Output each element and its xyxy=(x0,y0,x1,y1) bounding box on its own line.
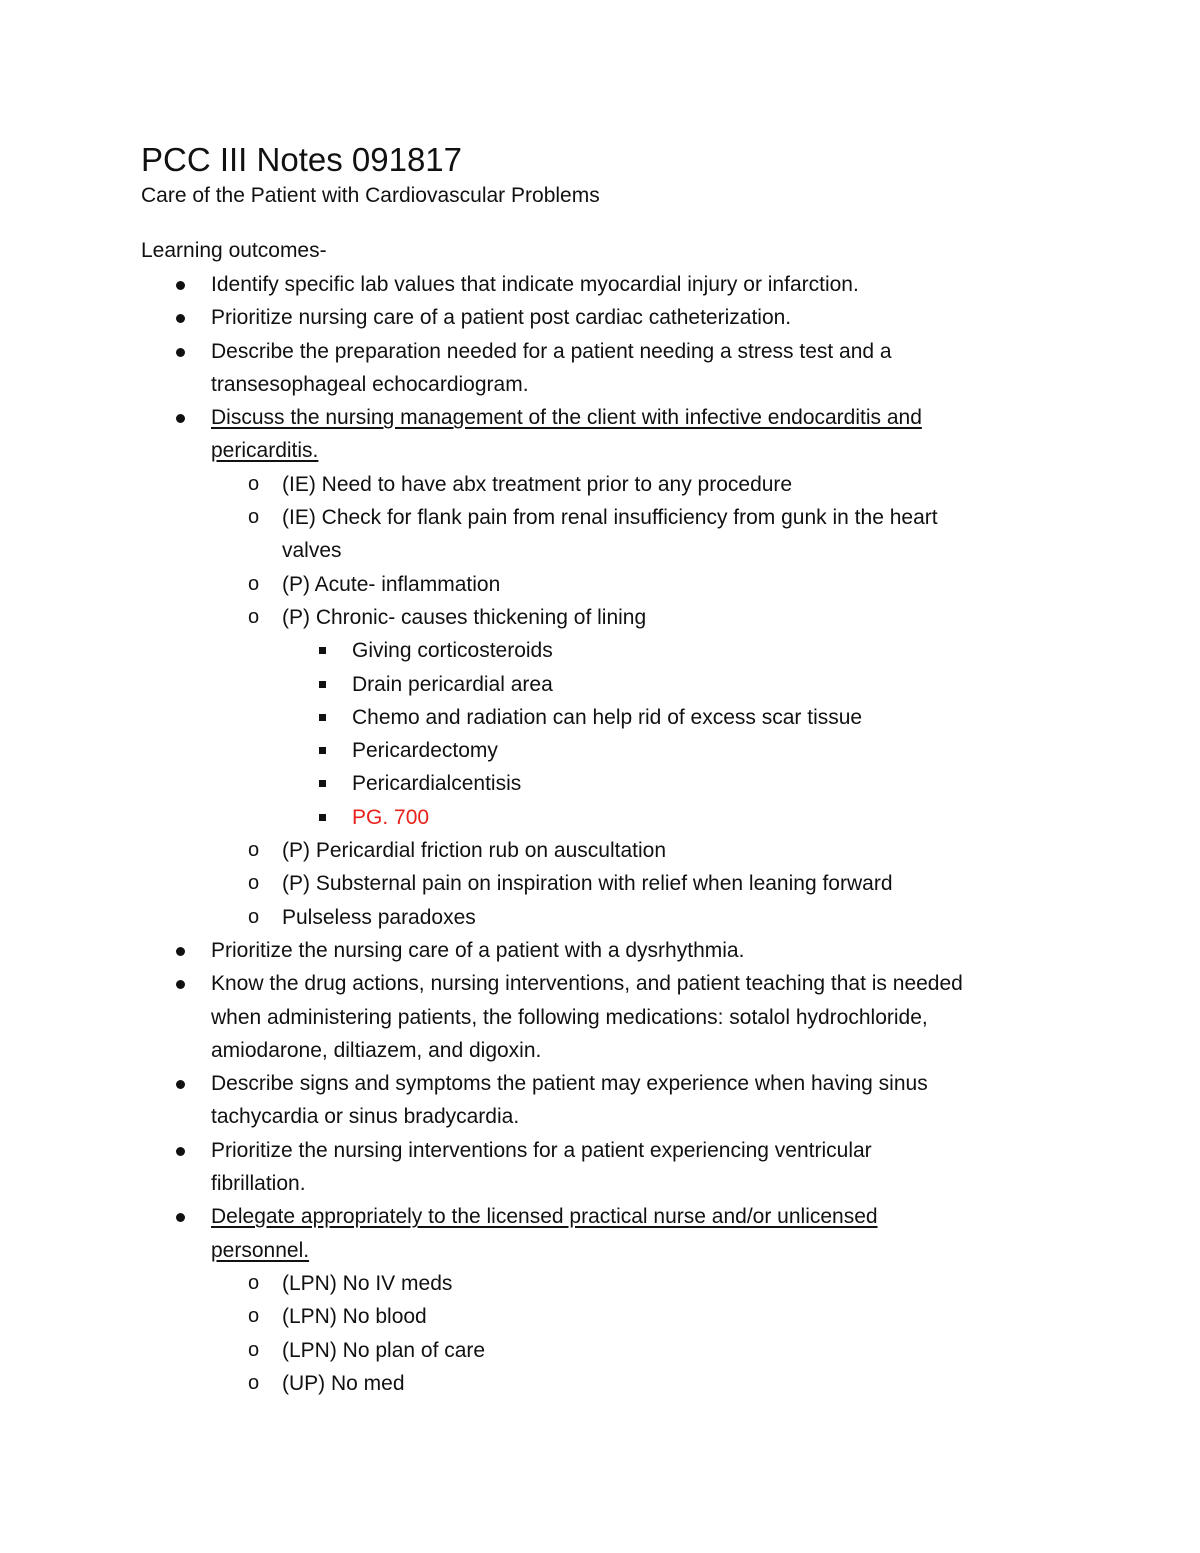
bullet-circle-icon: o xyxy=(248,839,260,862)
outline-list xyxy=(0,268,1200,1400)
bullet-circle-icon: o xyxy=(248,1338,260,1361)
list-item xyxy=(0,1001,1200,1034)
bullet-dot-icon xyxy=(176,414,185,423)
list-item-text: personnel. xyxy=(211,1238,310,1262)
list-item-text: (P) Substernal pain on inspiration with relief when leaning forward xyxy=(282,872,893,896)
list-item xyxy=(0,668,1200,701)
list-item xyxy=(0,301,1200,334)
list-item xyxy=(0,834,1200,867)
list-item-text: (UP) No med xyxy=(282,1371,405,1395)
list-item xyxy=(0,701,1200,734)
bullet-dot-icon xyxy=(176,348,185,357)
bullet-circle-icon: o xyxy=(248,1371,260,1394)
section-label: Learning outcomes- xyxy=(141,239,327,262)
list-item-text: fibrillation. xyxy=(211,1172,306,1196)
list-item-text: Describe signs and symptoms the patient may experience when having sinus xyxy=(211,1072,928,1096)
list-item xyxy=(0,401,1200,434)
bullet-dot-icon xyxy=(176,1080,185,1089)
list-item-text: Know the drug actions, nursing interventions, and patient teaching that is needed xyxy=(211,972,963,996)
list-item xyxy=(0,1100,1200,1133)
list-item xyxy=(0,501,1200,534)
list-item-text: (P) Acute- inflammation xyxy=(282,572,501,596)
bullet-circle-icon: o xyxy=(248,506,260,529)
bullet-dot-icon xyxy=(176,281,185,290)
bullet-dot-icon xyxy=(176,947,185,956)
list-item xyxy=(0,767,1200,800)
bullet-dot-icon xyxy=(176,980,185,989)
list-item-text: (LPN) No IV meds xyxy=(282,1271,453,1295)
list-item-text: Pulseless paradoxes xyxy=(282,905,476,929)
list-item xyxy=(0,634,1200,667)
list-item-text: Delegate appropriately to the licensed practical nurse and/or unlicensed xyxy=(211,1205,878,1229)
list-item-text: (IE) Need to have abx treatment prior to any procedure xyxy=(282,472,793,496)
bullet-circle-icon: o xyxy=(248,605,260,628)
list-item-text: Pericardectomy xyxy=(352,739,498,763)
bullet-dot-icon xyxy=(176,1147,185,1156)
list-item-text: transesophageal echocardiogram. xyxy=(211,372,529,396)
bullet-square-icon xyxy=(319,714,326,721)
list-item xyxy=(0,568,1200,601)
list-item-text: (P) Chronic- causes thickening of lining xyxy=(282,605,647,629)
list-item xyxy=(0,1134,1200,1167)
list-item-text: Prioritize nursing care of a patient post cardiac catheterization. xyxy=(211,306,792,330)
bullet-square-icon xyxy=(319,780,326,787)
list-item-text: (LPN) No plan of care xyxy=(282,1338,486,1362)
list-item-text: amiodarone, diltiazem, and digoxin. xyxy=(211,1038,542,1062)
list-item xyxy=(0,934,1200,967)
list-item xyxy=(0,368,1200,401)
list-item-text: when administering patients, the following medications: sotalol hydrochloride, xyxy=(211,1005,928,1029)
bullet-dot-icon xyxy=(176,314,185,323)
list-item xyxy=(0,1034,1200,1067)
list-item-text: Giving corticosteroids xyxy=(352,639,553,663)
bullet-circle-icon: o xyxy=(248,1305,260,1328)
list-item-text: Discuss the nursing management of the client with infective endocarditis and xyxy=(211,406,922,430)
list-item-text: (LPN) No blood xyxy=(282,1305,427,1329)
list-item xyxy=(0,867,1200,900)
list-item-text: Identify specific lab values that indicate myocardial injury or infarction. xyxy=(211,273,859,296)
bullet-square-icon xyxy=(319,747,326,754)
bullet-circle-icon: o xyxy=(248,905,260,928)
list-item xyxy=(0,1167,1200,1200)
list-item xyxy=(0,967,1200,1000)
list-item xyxy=(0,534,1200,567)
list-item-text: Describe the preparation needed for a patient needing a stress test and a xyxy=(211,339,892,363)
list-item-text: (IE) Check for flank pain from renal insufficiency from gunk in the heart xyxy=(282,506,938,530)
bullet-circle-icon: o xyxy=(248,472,260,495)
list-item xyxy=(0,734,1200,767)
list-item-text: pericarditis. xyxy=(211,439,319,463)
list-item xyxy=(0,1200,1200,1233)
list-item-text: valves xyxy=(282,539,342,563)
list-item xyxy=(0,335,1200,368)
list-item-text: Pericardialcentisis xyxy=(352,772,522,796)
list-item xyxy=(0,468,1200,501)
bullet-square-icon xyxy=(319,681,326,688)
list-item xyxy=(0,1267,1200,1300)
list-item xyxy=(0,601,1200,634)
list-item-text: Prioritize the nursing care of a patient with a dysrhythmia. xyxy=(211,938,745,962)
list-item xyxy=(0,1234,1200,1267)
list-item-text: Chemo and radiation can help rid of excess scar tissue xyxy=(352,705,863,729)
list-item-text: (P) Pericardial friction rub on auscultation xyxy=(282,839,667,863)
bullet-circle-icon: o xyxy=(248,872,260,895)
list-item xyxy=(0,434,1200,467)
list-item xyxy=(0,801,1200,834)
bullet-circle-icon: o xyxy=(248,572,260,595)
page-subtitle: Care of the Patient with Cardiovascular Problems xyxy=(141,184,600,207)
list-item-text: PG. 700 xyxy=(352,805,430,829)
list-item-text: tachycardia or sinus bradycardia. xyxy=(211,1105,520,1129)
bullet-dot-icon xyxy=(176,1213,185,1222)
list-item xyxy=(0,901,1200,934)
bullet-circle-icon: o xyxy=(248,1271,260,1294)
list-item xyxy=(0,1367,1200,1400)
list-item xyxy=(0,1334,1200,1367)
list-item-text: Drain pericardial area xyxy=(352,672,553,696)
bullet-square-icon xyxy=(319,647,326,654)
bullet-square-icon xyxy=(319,814,326,821)
list-item xyxy=(0,1067,1200,1100)
page-title: PCC III Notes 091817 xyxy=(141,141,463,178)
list-item xyxy=(0,1300,1200,1333)
list-item-text: Prioritize the nursing interventions for a patient experiencing ventricular xyxy=(211,1138,872,1162)
list-item xyxy=(0,268,1200,301)
